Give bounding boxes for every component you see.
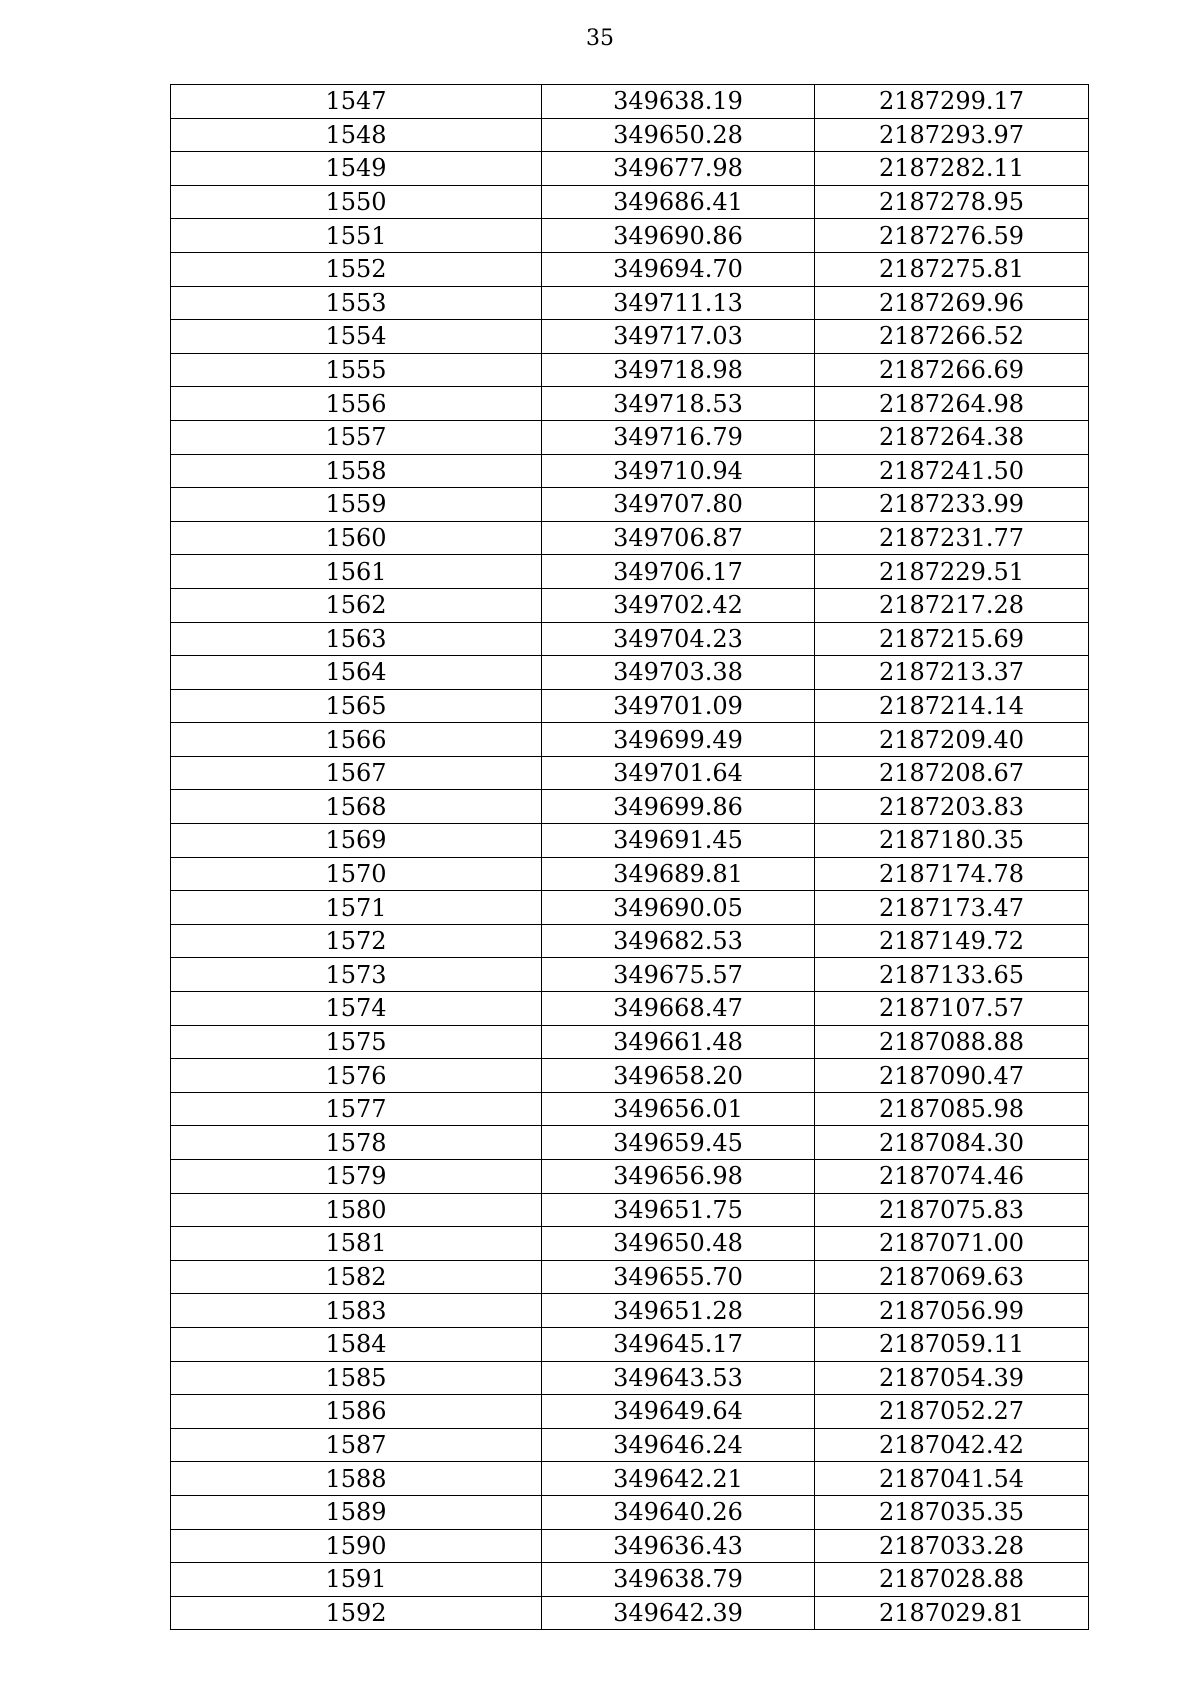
table-row bbox=[171, 958, 1089, 992]
table-row bbox=[171, 1227, 1089, 1261]
point-number-cell: 1581 bbox=[171, 1227, 542, 1261]
point-number-cell: 1559 bbox=[171, 488, 542, 522]
x-coordinate-cell: 349699.86 bbox=[542, 790, 815, 824]
table-row bbox=[171, 488, 1089, 522]
x-coordinate-cell: 349656.98 bbox=[542, 1160, 815, 1194]
table-row bbox=[171, 1361, 1089, 1395]
table-row bbox=[171, 1495, 1089, 1529]
y-coordinate-cell: 2187174.78 bbox=[815, 857, 1089, 891]
y-coordinate-cell: 2187042.42 bbox=[815, 1428, 1089, 1462]
x-coordinate-cell: 349703.38 bbox=[542, 656, 815, 690]
point-number-cell: 1589 bbox=[171, 1495, 542, 1529]
table-row bbox=[171, 723, 1089, 757]
y-coordinate-cell: 2187266.52 bbox=[815, 320, 1089, 354]
point-number-cell: 1562 bbox=[171, 588, 542, 622]
point-number-cell: 1573 bbox=[171, 958, 542, 992]
table-row bbox=[171, 992, 1089, 1026]
point-number-cell: 1572 bbox=[171, 924, 542, 958]
x-coordinate-cell: 349636.43 bbox=[542, 1529, 815, 1563]
point-number-cell: 1575 bbox=[171, 1025, 542, 1059]
table-row bbox=[171, 185, 1089, 219]
point-number-cell: 1547 bbox=[171, 85, 542, 119]
x-coordinate-cell: 349682.53 bbox=[542, 924, 815, 958]
y-coordinate-cell: 2187075.83 bbox=[815, 1193, 1089, 1227]
point-number-cell: 1550 bbox=[171, 185, 542, 219]
table-row bbox=[171, 252, 1089, 286]
y-coordinate-cell: 2187214.14 bbox=[815, 689, 1089, 723]
table-row bbox=[171, 320, 1089, 354]
x-coordinate-cell: 349690.86 bbox=[542, 219, 815, 253]
x-coordinate-cell: 349668.47 bbox=[542, 992, 815, 1026]
table-row bbox=[171, 454, 1089, 488]
x-coordinate-cell: 349651.28 bbox=[542, 1294, 815, 1328]
point-number-cell: 1583 bbox=[171, 1294, 542, 1328]
x-coordinate-cell: 349646.24 bbox=[542, 1428, 815, 1462]
x-coordinate-cell: 349716.79 bbox=[542, 420, 815, 454]
table-row bbox=[171, 1193, 1089, 1227]
x-coordinate-cell: 349658.20 bbox=[542, 1059, 815, 1093]
y-coordinate-cell: 2187233.99 bbox=[815, 488, 1089, 522]
table-row bbox=[171, 689, 1089, 723]
y-coordinate-cell: 2187203.83 bbox=[815, 790, 1089, 824]
table-row bbox=[171, 1092, 1089, 1126]
point-number-cell: 1557 bbox=[171, 420, 542, 454]
table-row bbox=[171, 1395, 1089, 1429]
y-coordinate-cell: 2187028.88 bbox=[815, 1563, 1089, 1597]
table-row bbox=[171, 1160, 1089, 1194]
x-coordinate-cell: 349706.87 bbox=[542, 521, 815, 555]
point-number-cell: 1564 bbox=[171, 656, 542, 690]
x-coordinate-cell: 349650.48 bbox=[542, 1227, 815, 1261]
y-coordinate-cell: 2187299.17 bbox=[815, 85, 1089, 119]
point-number-cell: 1568 bbox=[171, 790, 542, 824]
x-coordinate-cell: 349702.42 bbox=[542, 588, 815, 622]
table-row bbox=[171, 521, 1089, 555]
table-row bbox=[171, 353, 1089, 387]
page-number: 35 bbox=[586, 26, 614, 51]
y-coordinate-cell: 2187264.38 bbox=[815, 420, 1089, 454]
x-coordinate-cell: 349690.05 bbox=[542, 891, 815, 925]
coordinates-table-body bbox=[171, 85, 1089, 1630]
y-coordinate-cell: 2187241.50 bbox=[815, 454, 1089, 488]
point-number-cell: 1584 bbox=[171, 1327, 542, 1361]
y-coordinate-cell: 2187052.27 bbox=[815, 1395, 1089, 1429]
table-row bbox=[171, 1327, 1089, 1361]
x-coordinate-cell: 349675.57 bbox=[542, 958, 815, 992]
x-coordinate-cell: 349642.21 bbox=[542, 1462, 815, 1496]
y-coordinate-cell: 2187269.96 bbox=[815, 286, 1089, 320]
table-row bbox=[171, 286, 1089, 320]
y-coordinate-cell: 2187085.98 bbox=[815, 1092, 1089, 1126]
x-coordinate-cell: 349650.28 bbox=[542, 118, 815, 152]
table-row bbox=[171, 387, 1089, 421]
y-coordinate-cell: 2187217.28 bbox=[815, 588, 1089, 622]
x-coordinate-cell: 349640.26 bbox=[542, 1495, 815, 1529]
x-coordinate-cell: 349711.13 bbox=[542, 286, 815, 320]
point-number-cell: 1574 bbox=[171, 992, 542, 1026]
table-row bbox=[171, 588, 1089, 622]
y-coordinate-cell: 2187074.46 bbox=[815, 1160, 1089, 1194]
y-coordinate-cell: 2187149.72 bbox=[815, 924, 1089, 958]
point-number-cell: 1548 bbox=[171, 118, 542, 152]
table-row bbox=[171, 118, 1089, 152]
table-row bbox=[171, 1059, 1089, 1093]
y-coordinate-cell: 2187215.69 bbox=[815, 622, 1089, 656]
table-row bbox=[171, 1025, 1089, 1059]
x-coordinate-cell: 349655.70 bbox=[542, 1260, 815, 1294]
table-row bbox=[171, 420, 1089, 454]
x-coordinate-cell: 349694.70 bbox=[542, 252, 815, 286]
point-number-cell: 1570 bbox=[171, 857, 542, 891]
point-number-cell: 1590 bbox=[171, 1529, 542, 1563]
y-coordinate-cell: 2187213.37 bbox=[815, 656, 1089, 690]
x-coordinate-cell: 349638.19 bbox=[542, 85, 815, 119]
point-number-cell: 1569 bbox=[171, 824, 542, 858]
point-number-cell: 1587 bbox=[171, 1428, 542, 1462]
x-coordinate-cell: 349651.75 bbox=[542, 1193, 815, 1227]
table-row bbox=[171, 1260, 1089, 1294]
table-row bbox=[171, 622, 1089, 656]
x-coordinate-cell: 349691.45 bbox=[542, 824, 815, 858]
x-coordinate-cell: 349699.49 bbox=[542, 723, 815, 757]
y-coordinate-cell: 2187071.00 bbox=[815, 1227, 1089, 1261]
table-row bbox=[171, 790, 1089, 824]
table-row bbox=[171, 85, 1089, 119]
point-number-cell: 1566 bbox=[171, 723, 542, 757]
y-coordinate-cell: 2187229.51 bbox=[815, 555, 1089, 589]
y-coordinate-cell: 2187056.99 bbox=[815, 1294, 1089, 1328]
y-coordinate-cell: 2187209.40 bbox=[815, 723, 1089, 757]
point-number-cell: 1554 bbox=[171, 320, 542, 354]
y-coordinate-cell: 2187035.35 bbox=[815, 1495, 1089, 1529]
y-coordinate-cell: 2187133.65 bbox=[815, 958, 1089, 992]
point-number-cell: 1591 bbox=[171, 1563, 542, 1597]
point-number-cell: 1553 bbox=[171, 286, 542, 320]
y-coordinate-cell: 2187029.81 bbox=[815, 1596, 1089, 1630]
x-coordinate-cell: 349701.64 bbox=[542, 756, 815, 790]
point-number-cell: 1580 bbox=[171, 1193, 542, 1227]
point-number-cell: 1558 bbox=[171, 454, 542, 488]
x-coordinate-cell: 349718.98 bbox=[542, 353, 815, 387]
point-number-cell: 1565 bbox=[171, 689, 542, 723]
x-coordinate-cell: 349718.53 bbox=[542, 387, 815, 421]
y-coordinate-cell: 2187275.81 bbox=[815, 252, 1089, 286]
x-coordinate-cell: 349645.17 bbox=[542, 1327, 815, 1361]
table-row bbox=[171, 1462, 1089, 1496]
table-row bbox=[171, 1529, 1089, 1563]
point-number-cell: 1592 bbox=[171, 1596, 542, 1630]
table-row bbox=[171, 1596, 1089, 1630]
x-coordinate-cell: 349649.64 bbox=[542, 1395, 815, 1429]
x-coordinate-cell: 349659.45 bbox=[542, 1126, 815, 1160]
point-number-cell: 1563 bbox=[171, 622, 542, 656]
x-coordinate-cell: 349677.98 bbox=[542, 152, 815, 186]
table-row bbox=[171, 824, 1089, 858]
x-coordinate-cell: 349717.03 bbox=[542, 320, 815, 354]
x-coordinate-cell: 349689.81 bbox=[542, 857, 815, 891]
x-coordinate-cell: 349656.01 bbox=[542, 1092, 815, 1126]
table-row bbox=[171, 891, 1089, 925]
point-number-cell: 1579 bbox=[171, 1160, 542, 1194]
x-coordinate-cell: 349642.39 bbox=[542, 1596, 815, 1630]
y-coordinate-cell: 2187088.88 bbox=[815, 1025, 1089, 1059]
table-row bbox=[171, 555, 1089, 589]
y-coordinate-cell: 2187069.63 bbox=[815, 1260, 1089, 1294]
y-coordinate-cell: 2187264.98 bbox=[815, 387, 1089, 421]
y-coordinate-cell: 2187278.95 bbox=[815, 185, 1089, 219]
point-number-cell: 1578 bbox=[171, 1126, 542, 1160]
point-number-cell: 1552 bbox=[171, 252, 542, 286]
x-coordinate-cell: 349710.94 bbox=[542, 454, 815, 488]
y-coordinate-cell: 2187033.28 bbox=[815, 1529, 1089, 1563]
table-row bbox=[171, 656, 1089, 690]
y-coordinate-cell: 2187054.39 bbox=[815, 1361, 1089, 1395]
point-number-cell: 1560 bbox=[171, 521, 542, 555]
table-row bbox=[171, 1428, 1089, 1462]
y-coordinate-cell: 2187107.57 bbox=[815, 992, 1089, 1026]
table-row bbox=[171, 152, 1089, 186]
x-coordinate-cell: 349643.53 bbox=[542, 1361, 815, 1395]
table-row bbox=[171, 1126, 1089, 1160]
x-coordinate-cell: 349661.48 bbox=[542, 1025, 815, 1059]
y-coordinate-cell: 2187208.67 bbox=[815, 756, 1089, 790]
point-number-cell: 1576 bbox=[171, 1059, 542, 1093]
x-coordinate-cell: 349704.23 bbox=[542, 622, 815, 656]
table-row bbox=[171, 1563, 1089, 1597]
table-row bbox=[171, 219, 1089, 253]
y-coordinate-cell: 2187231.77 bbox=[815, 521, 1089, 555]
table-row bbox=[171, 857, 1089, 891]
coordinates-table bbox=[170, 84, 1089, 1630]
point-number-cell: 1582 bbox=[171, 1260, 542, 1294]
x-coordinate-cell: 349706.17 bbox=[542, 555, 815, 589]
y-coordinate-cell: 2187266.69 bbox=[815, 353, 1089, 387]
y-coordinate-cell: 2187173.47 bbox=[815, 891, 1089, 925]
x-coordinate-cell: 349701.09 bbox=[542, 689, 815, 723]
y-coordinate-cell: 2187041.54 bbox=[815, 1462, 1089, 1496]
x-coordinate-cell: 349686.41 bbox=[542, 185, 815, 219]
y-coordinate-cell: 2187293.97 bbox=[815, 118, 1089, 152]
table-row bbox=[171, 756, 1089, 790]
point-number-cell: 1567 bbox=[171, 756, 542, 790]
y-coordinate-cell: 2187276.59 bbox=[815, 219, 1089, 253]
table-row bbox=[171, 924, 1089, 958]
y-coordinate-cell: 2187059.11 bbox=[815, 1327, 1089, 1361]
point-number-cell: 1555 bbox=[171, 353, 542, 387]
y-coordinate-cell: 2187282.11 bbox=[815, 152, 1089, 186]
point-number-cell: 1549 bbox=[171, 152, 542, 186]
point-number-cell: 1585 bbox=[171, 1361, 542, 1395]
x-coordinate-cell: 349638.79 bbox=[542, 1563, 815, 1597]
table-row bbox=[171, 1294, 1089, 1328]
y-coordinate-cell: 2187090.47 bbox=[815, 1059, 1089, 1093]
point-number-cell: 1561 bbox=[171, 555, 542, 589]
point-number-cell: 1571 bbox=[171, 891, 542, 925]
point-number-cell: 1586 bbox=[171, 1395, 542, 1429]
x-coordinate-cell: 349707.80 bbox=[542, 488, 815, 522]
point-number-cell: 1551 bbox=[171, 219, 542, 253]
point-number-cell: 1556 bbox=[171, 387, 542, 421]
y-coordinate-cell: 2187180.35 bbox=[815, 824, 1089, 858]
y-coordinate-cell: 2187084.30 bbox=[815, 1126, 1089, 1160]
point-number-cell: 1577 bbox=[171, 1092, 542, 1126]
point-number-cell: 1588 bbox=[171, 1462, 542, 1496]
